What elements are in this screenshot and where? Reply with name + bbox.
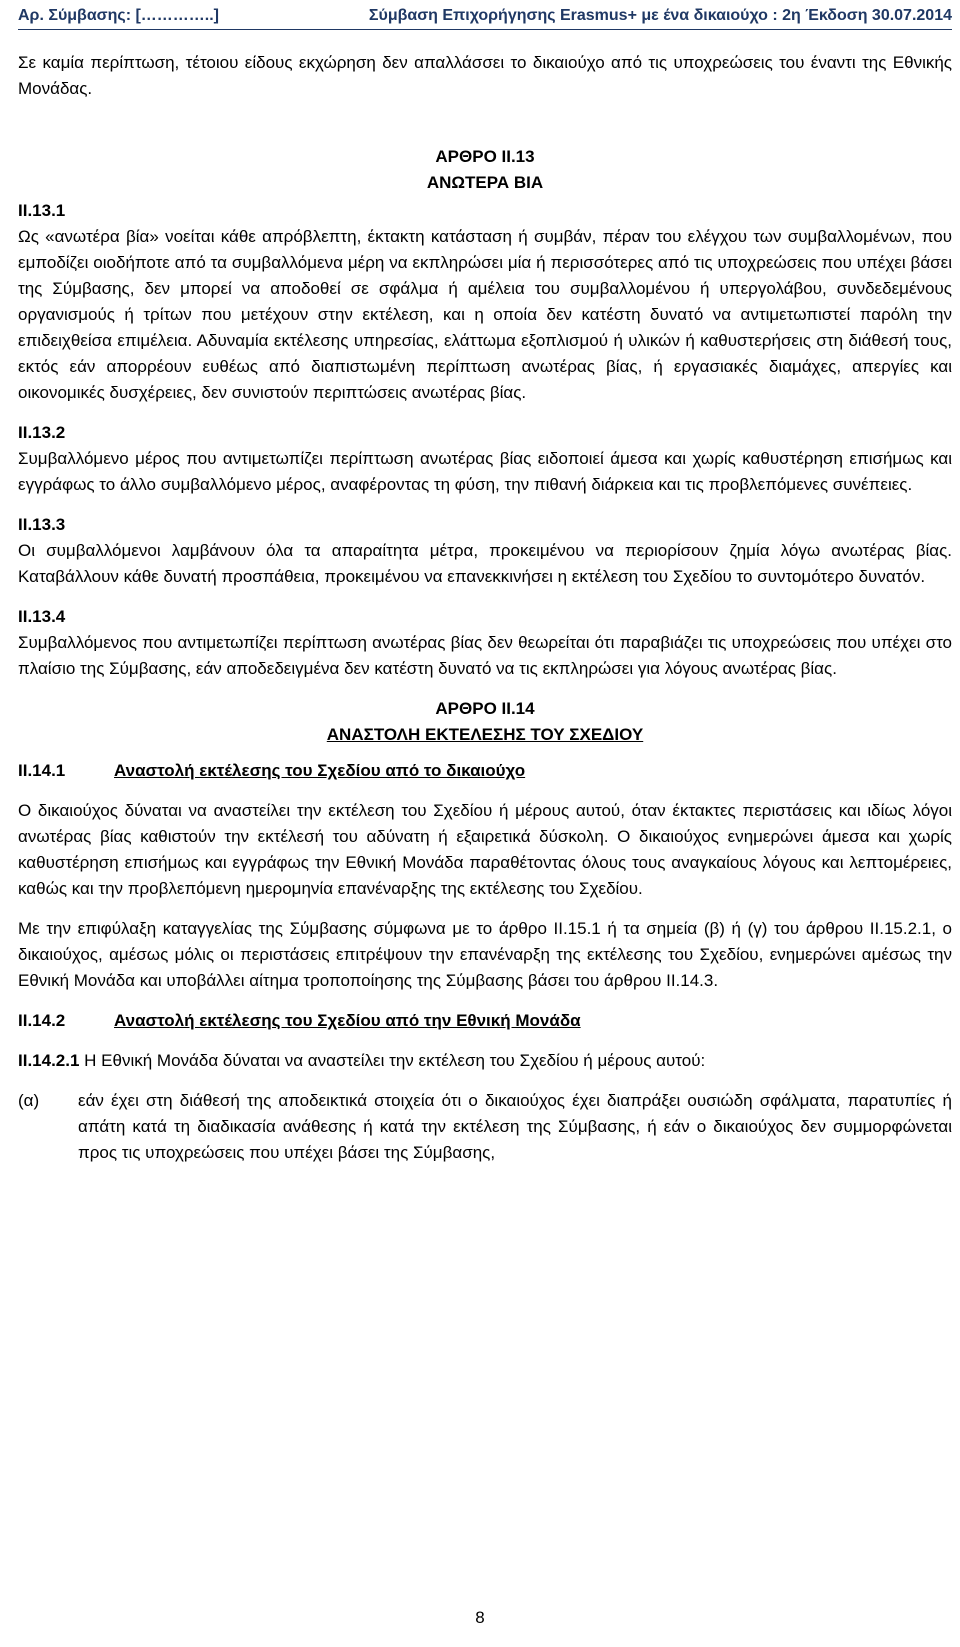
list-item-a-label: (α) [18,1091,40,1110]
clause-13-3-text: Οι συμβαλλόμενοι λαμβάνουν όλα τα απαραίτητα μέτρα, προκειμένου να περιορίσουν ζημία λόγω ανωτέρας βίας. Καταβάλλουν κάθε δυνατή προσπάθεια, προκειμένου να επανεκκινήσει η εκτέλεση του Σχεδίου το συντομότερο δυνατόν. [18,541,952,586]
list-item-a-text: εάν έχει στη διάθεσή της αποδεικτικά στοιχεία ότι ο δικαιούχος έχει διαπράξει ουσιώδη σφάλματα, παρατυπίες ή απάτη κατά τη διαδικασία ανάθεσης ή κατά την εκτέλεση της Σύμβασης, ή εάν ο δικαιούχος δεν συμμορφώνεται προς τις υποχρεώσεις που υπέχει βάσει της Σύμβασης, [78,1091,952,1162]
section-14-1-heading [18,758,952,784]
page-number: 8 [475,1608,485,1627]
article-13-subtitle: ΑΝΩΤΕΡΑ ΒΙΑ [426,173,544,192]
clause-14-2-1-number: II.14.2.1 [18,1051,80,1070]
header-contract-number: Αρ. Σύμβασης: […………..] [18,7,220,24]
clause-13-3-number: II.13.3 [18,515,66,534]
article-14-subtitle-text: ΑΝΑΣΤΟΛΗ ΕΚΤΕΛΕΣΗΣ ΤΟΥ ΣΧΕΔΙΟΥ [326,725,644,744]
clause-13-4-number: II.13.4 [18,607,66,626]
article-14-title: ΑΡΘΡΟ II.14 [435,699,535,718]
header-divider [18,29,952,30]
intro-paragraph: Σε καμία περίπτωση, τέτοιου είδους εκχώρηση δεν απαλλάσσει το δικαιούχο από τις υποχρεώσεις του έναντι της Εθνικής Μονάδας. [18,53,952,98]
article-14-subtitle [18,722,952,748]
section-14-1-title: Αναστολή εκτέλεσης του Σχεδίου από το δικαιούχο [114,761,526,780]
section-14-1-paragraph-2: Με την επιφύλαξη καταγγελίας της Σύμβασης σύμφωνα με το άρθρο II.15.1 ή τα σημεία (β) ή (γ) του άρθρου II.15.2.1, ο δικαιούχος, αμέσως μόλις οι περιστάσεις επιτρέψουν την επανέναρξη της εκτέλεσης του Σχεδίου, ενημερώνει αμέσως την Εθνική Μονάδα και υποβάλλει αίτημα τροποποίησης της Σύμβασης βάσει του άρθρου II.14.3. [18,919,952,990]
page-header [18,4,952,28]
section-14-1-paragraph-1: Ο δικαιούχος δύναται να αναστείλει την εκτέλεση του Σχεδίου ή μέρους αυτού, όταν έκτακτες περιστάσεις και ιδίως λόγοι ανωτέρας βίας καθιστούν την εκτέλεσή του αδύνατη ή εξαιρετικά δύσκολη. Ο δικαιούχος ενημερώνει άμεσα και χωρίς καθυστέρηση επισήμως και εγγράφως την Εθνική Μονάδα παραθέτοντας όλους τους αναγκαίους λόγους και λεπτομέρειες, καθώς και την προβλεπόμενη ημερομηνία επανέναρξης της εκτέλεσης του Σχεδίου. [18,801,952,898]
section-14-2-number: II.14.2 [18,1011,66,1030]
section-14-2-heading [18,1008,952,1034]
clause-14-2-1 [18,1048,952,1074]
document-body [18,50,952,1166]
list-item-a [18,1088,952,1166]
article-13-title: ΑΡΘΡΟ II.13 [435,147,535,166]
clause-13-4-text: Συμβαλλόμενος που αντιμετωπίζει περίπτωση ανωτέρας βίας δεν θεωρείται ότι παραβιάζει τις υποχρεώσεις που υπέχει στο πλαίσιο της Σύμβασης, εάν αποδεδειγμένα δεν κατέστη δυνατό να τις εκπληρώσει για λόγους ανωτέρας βίας. [18,633,952,678]
clause-13-1-text: Ως «ανωτέρα βία» νοείται κάθε απρόβλεπτη, έκτακτη κατάσταση ή συμβάν, πέραν του ελέγχου των συμβαλλομένων, που εμποδίζει οιοδήποτε από τα συμβαλλόμενα μέρη να εκπληρώσει μία ή περισσότερες από τις υποχρεώσεις που υπέχει βάσει της Σύμβασης, δεν μπορεί να αποδοθεί σε σφάλμα ή αμέλεια του συμβαλλομένου ή υπεργολάβου, συνδεδεμένους οργανισμούς ή τρίτων που μετέχουν στην εκτέλεση, και η οποία δεν κατέστη δυνατό να αντιμετωπιστεί παρόλη την επιδειχθείσα επιμέλεια. Αδυναμία εκτέλεσης υπηρεσίας, ελάττωμα εξοπλισμού ή υλικών ή καθυστερήσεις στη διάθεσή τους, εκτός εάν απορρέουν ευθέως από διαπιστωμένη περίπτωση ανωτέρας βίας, ή εργασιακές διαμάχες, απεργίες και οικονομικές δυσχέρειες, δεν συνιστούν περιπτώσεις ανωτέρας βίας. [18,227,952,402]
clause-13-1-number: II.13.1 [18,201,66,220]
clause-13-2-number: II.13.2 [18,423,66,442]
clause-13-2-text: Συμβαλλόμενο μέρος που αντιμετωπίζει περίπτωση ανωτέρας βίας ειδοποιεί άμεσα και χωρίς καθυστέρηση επισήμως και εγγράφως το άλλο συμβαλλόμενο μέρος, αναφέροντας τη φύση, την πιθανή διάρκεια και τις προβλεπόμενες συνέπειες. [18,449,952,494]
section-14-1-number: II.14.1 [18,761,66,780]
header-contract-title: Σύμβαση Επιχορήγησης Erasmus+ με ένα δικαιούχο : 2η Έκδοση 30.07.2014 [368,7,952,24]
clause-14-2-1-text: Η Εθνική Μονάδα δύναται να αναστείλει την εκτέλεση του Σχεδίου ή μέρους αυτού: [79,1051,706,1070]
section-14-2-title: Αναστολή εκτέλεσης του Σχεδίου από την Εθνική Μονάδα [114,1011,581,1030]
